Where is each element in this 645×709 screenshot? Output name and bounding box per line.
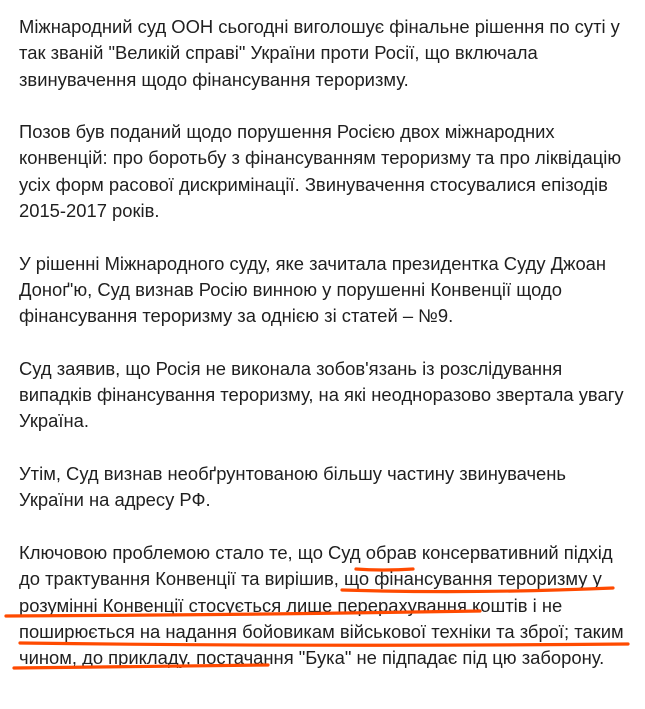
- article-text: [19, 14, 631, 671]
- paragraph-3: У рішенні Міжнародного суду, яке зачитала президентка Суду Джоан Доноґ'ю, Суд визнав Росію винною у порушенні Конвенції щодо фінансування тероризму за однією зі статей – №9.: [19, 252, 607, 327]
- paragraph-4: Суд заявив, що Росія не виконала зобов'язань із розслідування випадків фінансування тероризму, на які неодноразово звертала увагу Україна.: [19, 357, 624, 432]
- paragraph-5: Утім, Суд визнав необґрунтованою більшу частину звинувачень України на адресу РФ.: [19, 463, 567, 511]
- paragraph-2: Позов був поданий щодо порушення Росією двох міжнародних конвенцій: про боротьбу з фінансуванням тероризму та про ліквідацію усіх форм расової дискримінації. Звинувачення стосувалися епізодів 2015-2017 років.: [19, 121, 622, 222]
- paragraph-6: Ключовою проблемою стало те, що Суд обрав консервативний підхід до трактування Конвенції та вирішив, що фінансування тероризму у розумінні Конвенції стосується лише перерахування коштів і не поширюється на надання бойовикам військової техніки та зброї; таким чином, до прикладу, постачання "Бука" не підпадає під цю заборону.: [19, 541, 624, 669]
- paragraph-1: Міжнародний суд ООН сьогодні виголошує фінальне рішення по суті у так званій "Великій справі" України проти Росії, що включала звинувачення щодо фінансування тероризму.: [19, 16, 620, 90]
